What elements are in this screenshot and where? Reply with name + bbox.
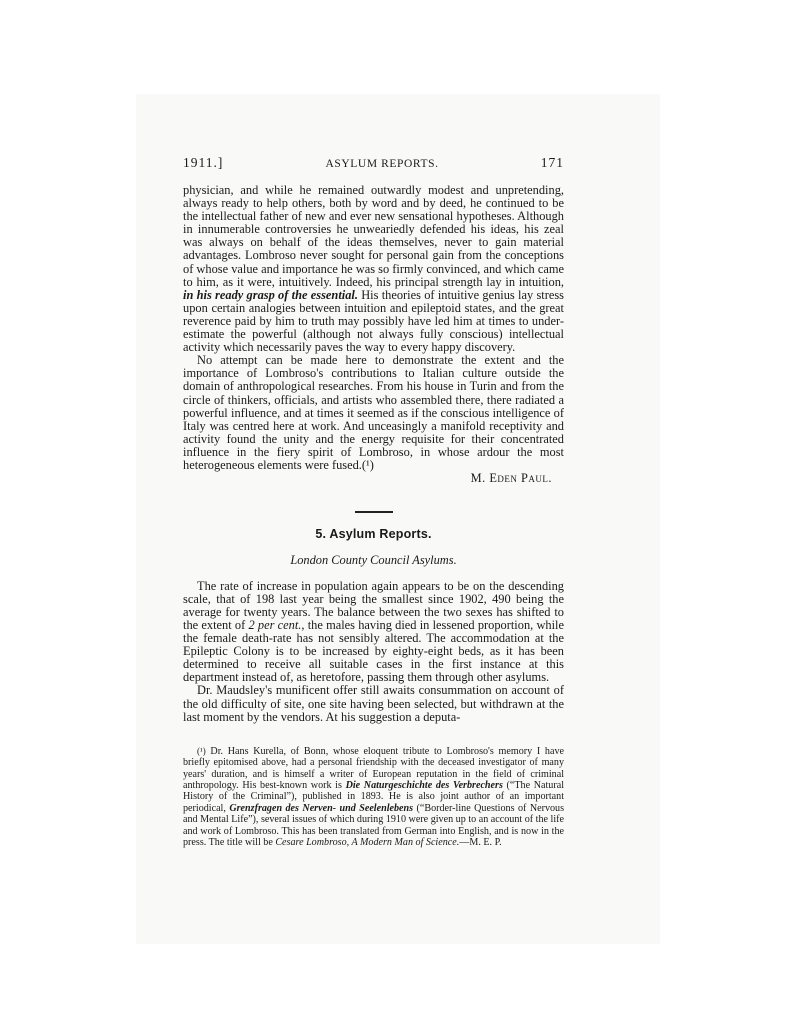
translation-title: Cesare Lombroso, A Modern Man of Science. <box>275 836 460 848</box>
lombroso-paragraph-2: No attempt can be made here to demonstrate the extent and the importance of Lombroso's contributions to Italian culture outside the domain of anthropological researches. From his house in Turin and from the circle of thinkers, officials, and artists who assembled there, there radiated a powerful influence, and at times it seemed as if the conscious intelligence of Italy was centred here at work. And unceasingly a manifold receptivity and activity found the unity and the energy requisite for their concentrated influence in the fiery spirit of Lombroso, in whose ardour the most heterogeneous elements were fused.(¹) <box>183 353 564 472</box>
section-divider <box>355 511 393 513</box>
header-year: 1911.] <box>183 155 224 170</box>
header-title: ASYLUM REPORTS. <box>325 158 439 170</box>
lombroso-paragraph-1: physician, and while he remained outwardly modest and unpretending, always ready to help others, both by word and by deed, he continued to be the intellectual father of new and ever new sensational hypotheses. Although in innumerable controversies he unweariedly defended his ideas, his zeal was always on behalf of the ideas themselves, never to gain material advantages. Lombroso never sought for personal gain from the conceptions of whose value and importance he was so firmly convinced, and which came to him, as it were, intuitively. Indeed, his principal strength lay in intuition, in his ready grasp of the essential. His theories of intuitive genius lay stress upon certain analogies between intuition and epileptoid states, and the great reverence paid by him to truth may possibly have led him at times to under-estimate the powerful (although not always fully conscious) intellectual activity which necessarily paves the way to every happy discovery. <box>183 183 564 355</box>
periodical-title: Grenzfragen des Nerven- und Seelenlebens <box>229 802 414 814</box>
emphasis-text: in his ready grasp of the essential. <box>183 287 358 302</box>
document-page <box>183 155 564 858</box>
author-signature: M. Eden Paul. <box>470 471 552 486</box>
section-heading: 5. Asylum Reports. <box>315 526 432 541</box>
footnote-mark: (¹) <box>197 745 206 756</box>
footnote: (¹) Dr. Hans Kurella, of Bonn, whose eloquent tribute to Lombroso's memory I have briefly epitomised above, had a personal friendship with the deceased investigator of many years' duration, and is himself a writer of European reputation in the field of criminal anthropology. His best-known work is Die Naturgeschichte des Verbrechers (“The Natural History of the Criminal”), published in 1893. He is also joint author of an important periodical, Grenzfragen des Nerven- und Seelenlebens (“Border-line Questions of Nervous and Mental Life”), several issues of which during 1910 were given up to an account of the life and work of Lombroso. This has been translated from German into English, and is now in the press. The title will be Cesare Lombroso, A Modern Man of Science.—M. E. P. <box>183 745 565 848</box>
book-title: Die Naturgeschichte des Verbrechers <box>345 779 503 791</box>
asylum-paragraph-1: The rate of increase in population again appears to be on the descending scale, that of 198 last year being the smallest since 1902, 490 being the average for twenty years. The balance between the two sexes has shifted to the extent of 2 per cent., the males having died in lessened proportion, while the female death-rate has not sensibly altered. The accommodation at the Epileptic Colony is to be increased by eighty-eight beds, as it has been determined to receive all suitable cases in the first instance at this department instead of, as heretofore, passing them through other asylums. <box>183 578 564 685</box>
page-number: 171 <box>540 155 564 170</box>
emphasis-text: 2 per cent. <box>248 617 302 632</box>
running-header <box>183 155 564 175</box>
footnote-reference[interactable]: (¹) <box>361 457 374 472</box>
section-subheading: London County Council Asylums. <box>290 552 457 567</box>
asylum-paragraph-2: Dr. Maudsley's munificent offer still awaits consummation on account of the old difficulty of site, one site having been selected, but withdrawn at the last moment by the vendors. At his suggestion a deputa- <box>183 683 564 724</box>
